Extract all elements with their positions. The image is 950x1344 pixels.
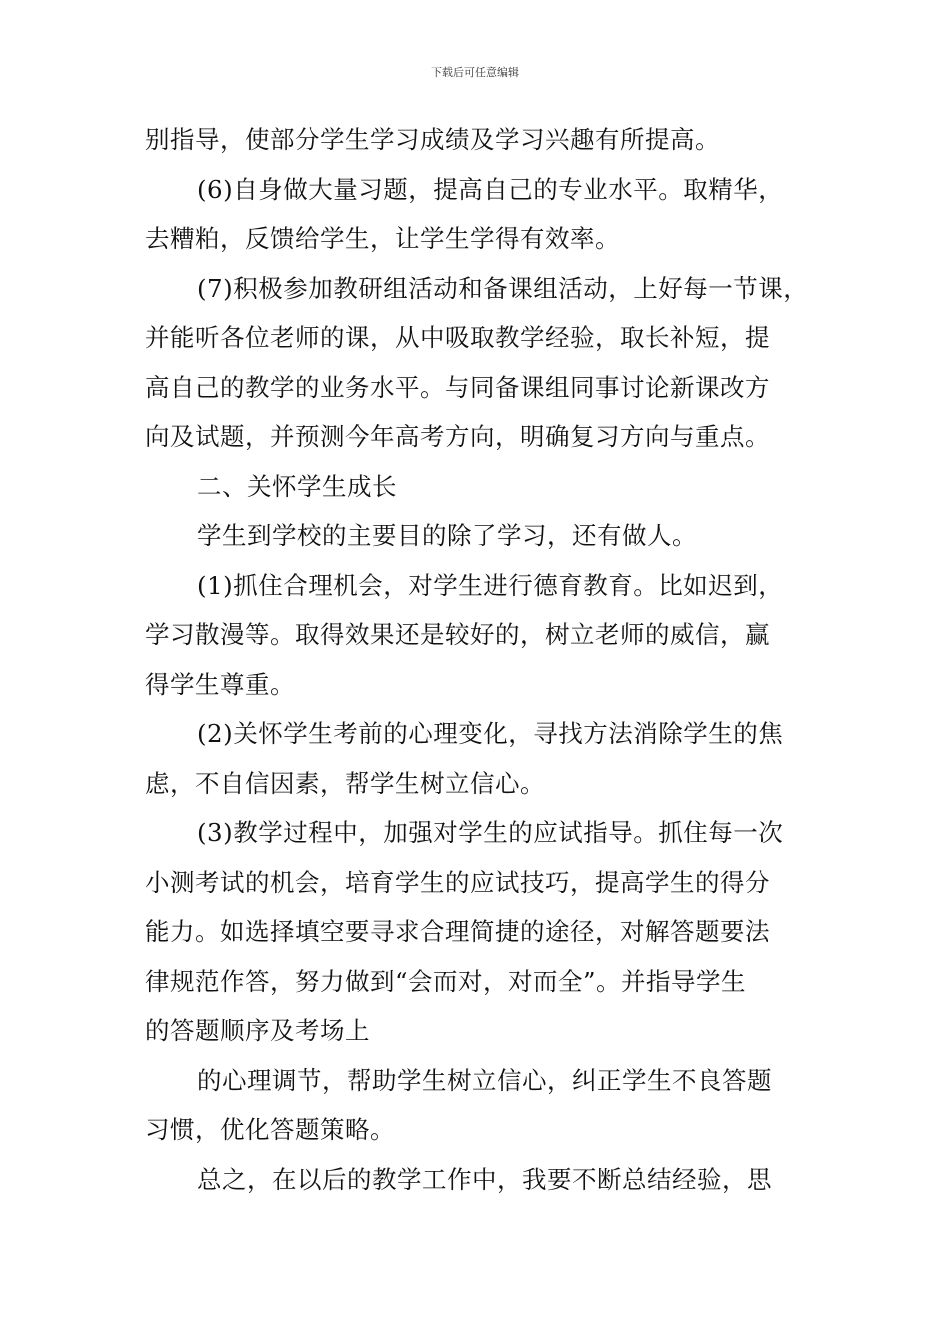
text-line: 小测考试的机会，培育学生的应试技巧，提高学生的得分 bbox=[145, 867, 770, 897]
text-line: 总之，在以后的教学工作中，我要不断总结经验，思 bbox=[197, 1164, 772, 1194]
text-line: 的心理调节，帮助学生树立信心，纠正学生不良答题 bbox=[197, 1065, 772, 1095]
text-line: 学习散漫等。取得效果还是较好的，树立老师的威信，赢 bbox=[145, 620, 770, 649]
page-header: 下载后可任意编辑 bbox=[431, 66, 519, 79]
text-line: 得学生尊重。 bbox=[145, 669, 295, 699]
text-line: 律规范作答，努力做到“会而对，对而全”。并指导学生 bbox=[145, 966, 747, 996]
text-line: 向及试题，并预测今年高考方向，明确复习方向与重点。 bbox=[145, 422, 770, 451]
text-line: (2)关怀学生考前的心理变化，寻找方法消除学生的焦 bbox=[197, 719, 784, 748]
section-heading: 二、关怀学生成长 bbox=[197, 471, 397, 501]
text-line: 习惯，优化答题策略。 bbox=[145, 1115, 395, 1144]
document-body bbox=[145, 126, 815, 1215]
text-line: 去糟粕，反馈给学生，让学生学得有效率。 bbox=[145, 224, 620, 253]
text-line: 别指导，使部分学生学习成绩及学习兴趣有所提高。 bbox=[145, 125, 720, 154]
text-line: 学生到学校的主要目的除了学习，还有做人。 bbox=[197, 521, 697, 550]
text-line: (7)积极参加教研组活动和备课组活动，上好每一节课， bbox=[197, 273, 809, 303]
text-line: 能力。如选择填空要寻求合理简捷的途径，对解答题要法 bbox=[145, 917, 770, 946]
text-line: (1)抓住合理机会，对学生进行德育教育。比如迟到， bbox=[197, 570, 784, 600]
text-line: 高自己的教学的业务水平。与同备课组同事讨论新课改方 bbox=[145, 372, 770, 402]
text-line: 虑，不自信因素，帮学生树立信心。 bbox=[145, 768, 545, 798]
text-line: (3)教学过程中，加强对学生的应试指导。抓住每一次 bbox=[197, 818, 784, 847]
text-line: 的答题顺序及考场上 bbox=[145, 1016, 370, 1045]
text-line: (6)自身做大量习题，提高自己的专业水平。取精华， bbox=[197, 174, 784, 204]
text-line: 并能听各位老师的课，从中吸取教学经验，取长补短，提 bbox=[145, 323, 770, 352]
